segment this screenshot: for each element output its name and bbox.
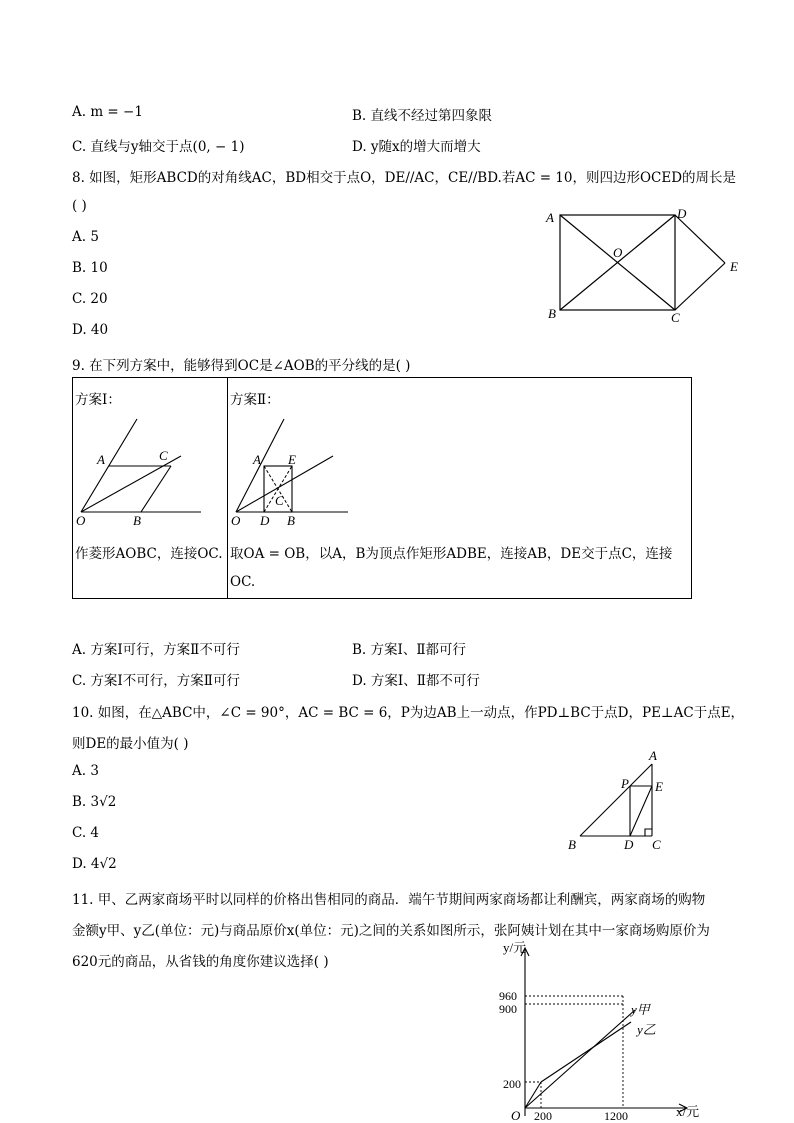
q10-option-c: C. 4 — [72, 825, 100, 841]
q10-option-a: A. 3 — [72, 763, 99, 779]
q9-option-b: B. 方案Ⅰ、Ⅱ都可行 — [352, 642, 467, 658]
q11-stem-cont2: 620元的商品，从省钱的角度你建议选择( ) — [72, 954, 329, 970]
q9-option-a: A. 方案Ⅰ可行，方案Ⅱ不可行 — [72, 642, 240, 658]
q10-option-d: D. 4√2 — [72, 856, 117, 872]
q9-plan2-label-e: E — [288, 452, 296, 467]
q8-stem: 8. 如图，矩形ABCD的对角线AC，BD相交于点O，DE//AC，CE//BD.若AC = 10，则四边形OCED的周长是 — [72, 170, 737, 186]
q10-triangle-figure — [560, 748, 680, 856]
q8-option-c: C. 20 — [72, 291, 108, 307]
q9-plan2-title: 方案Ⅱ： — [230, 392, 280, 408]
q9-plan1-label-o: O — [76, 513, 86, 528]
q9-plan1-desc: 作菱形AOBC，连接OC. — [75, 546, 223, 562]
q9-plan2-label-a: A — [253, 452, 261, 467]
q9-plan1-cell — [73, 378, 228, 599]
q8-label-o: O — [613, 245, 623, 260]
q10-label-e: E — [655, 779, 663, 794]
q9-plan2-desc: 取OA = OB，以A，B为顶点作矩形ADBE，连接AB，DE交于点C，连接 — [230, 546, 673, 562]
q7-option-c: C. 直线与y轴交于点(0, − 1) — [72, 139, 245, 155]
q11-line-yi-label: y乙 — [637, 1022, 656, 1037]
q8-label-a: A — [546, 210, 554, 225]
q11-origin-label: O — [511, 1108, 521, 1123]
q8-label-d: D — [677, 206, 687, 221]
q8-option-d: D. 40 — [72, 322, 109, 338]
q8-option-b: B. 10 — [72, 260, 108, 276]
q10-label-c: C — [652, 837, 661, 852]
q7-option-b: B. 直线不经过第四象限 — [352, 108, 493, 124]
q10-label-b: B — [568, 837, 576, 852]
q11-x-axis-label: x/元 — [676, 1104, 700, 1119]
q8-label-c: C — [671, 310, 680, 325]
q10-stem: 10. 如图，在△ABC中，∠C = 90°，AC = BC = 6，P为边AB上一动点，作PD⊥BC于点D，PE⊥AC于点E， — [72, 705, 745, 721]
q10-label-d: D — [624, 837, 634, 852]
q9-plan1-label-b: B — [133, 513, 141, 528]
q9-option-c: C. 方案Ⅰ不可行，方案Ⅱ可行 — [72, 673, 240, 689]
q9-plan2-figure — [228, 414, 368, 528]
q10-label-a: A — [649, 748, 657, 763]
q8-option-a: A. 5 — [72, 229, 99, 245]
q9-stem: 9. 在下列方案中，能够得到OC是∠AOB的平分线的是( ) — [72, 358, 411, 374]
q11-y-axis-label: y/元 — [503, 940, 527, 955]
q9-plan1-label-c: C — [159, 448, 168, 463]
q11-y-tick-200: 200 — [503, 1077, 521, 1091]
q10-option-b: B. 3√2 — [72, 794, 117, 810]
q7-option-d: D. y随x的增大而增大 — [352, 139, 481, 155]
q9-plan1-title: 方案Ⅰ： — [75, 392, 121, 408]
q9-plan-table — [72, 377, 692, 599]
q11-stem: 11. 甲、乙两家商场平时以同样的价格出售相同的商品．端午节期间两家商场都让利酬宾，两家商场的购物 — [72, 892, 706, 908]
q10-label-p: P — [621, 776, 629, 791]
q9-plan2-label-o: O — [231, 513, 241, 528]
q11-price-graph — [495, 938, 715, 1123]
q8-label-b: B — [548, 306, 556, 321]
q11-x-tick-200: 200 — [534, 1109, 552, 1123]
q11-y-tick-960: 960 — [499, 989, 517, 1003]
q11-line-jia-label: y甲 — [631, 1002, 650, 1017]
q9-plan2-label-b: B — [287, 513, 295, 528]
q9-plan1-label-a: A — [97, 452, 105, 467]
q9-plan2-label-d: D — [260, 513, 270, 528]
q8-label-e: E — [730, 259, 738, 274]
q9-plan2-desc-cont: OC. — [230, 574, 256, 590]
q10-stem-cont: 则DE的最小值为( ) — [72, 736, 189, 752]
q9-plan2-label-c: C — [275, 493, 284, 508]
q8-rectangle-figure — [540, 205, 750, 325]
q9-plan1-figure — [73, 414, 227, 528]
q11-stem-cont: 金额y甲、y乙(单位：元)与商品原价x(单位：元)之间的关系如图所示，张阿姨计划在其中一家商场购原价为 — [72, 923, 710, 939]
q8-stem-paren: ( ) — [72, 198, 87, 214]
q11-x-tick-1200: 1200 — [604, 1109, 628, 1123]
q9-plan2-cell — [228, 378, 692, 599]
q7-option-a: A. m = −1 — [72, 104, 143, 120]
q11-y-tick-900: 900 — [499, 1002, 517, 1016]
q9-option-d: D. 方案Ⅰ、Ⅱ都不可行 — [352, 673, 480, 689]
